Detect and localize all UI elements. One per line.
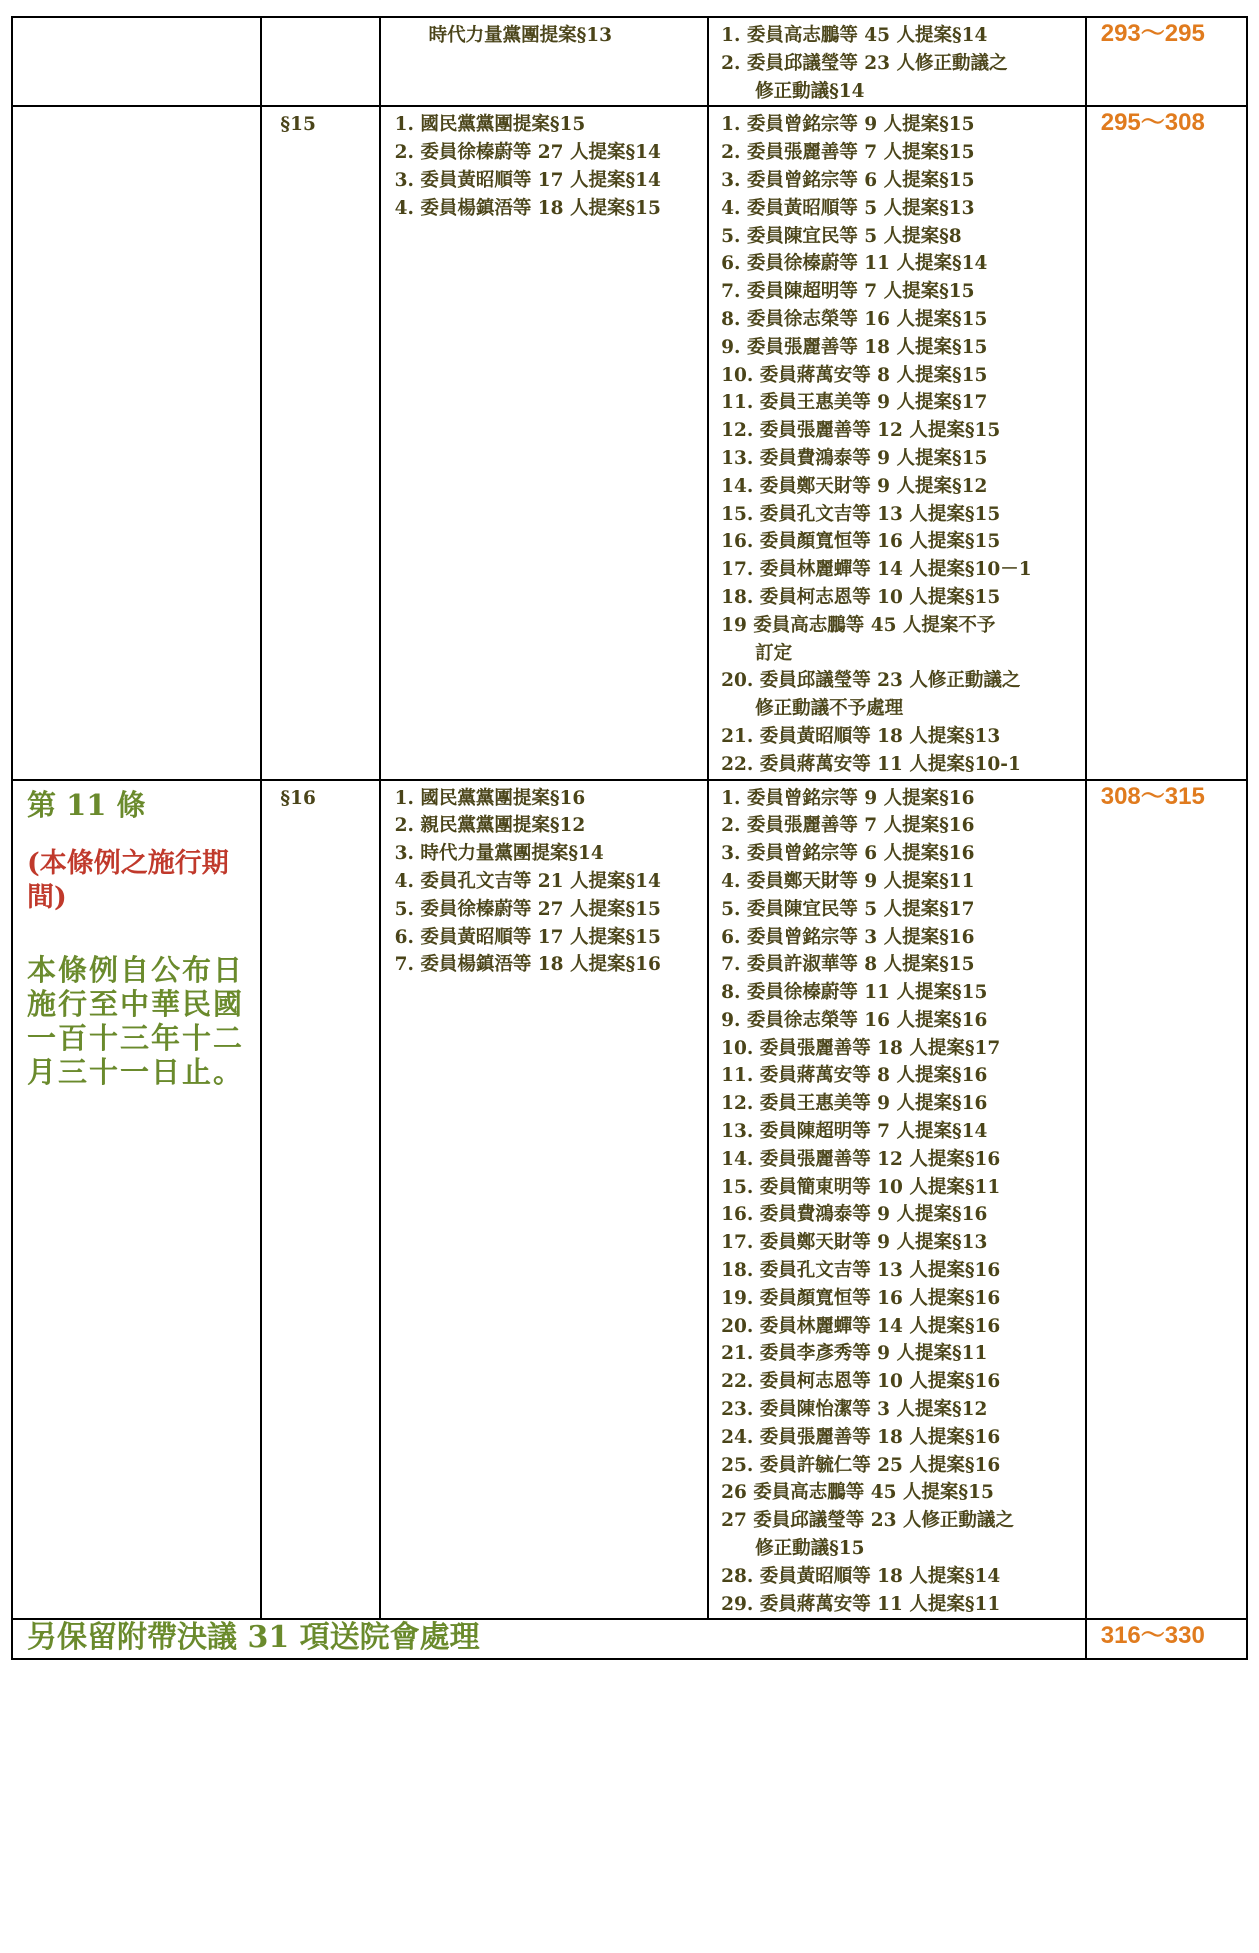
footer-row — [12, 1619, 1247, 1659]
section-label: §15 — [280, 114, 316, 136]
list-item: 7. 委員楊鎮浯等 18 人提案§16 — [394, 954, 661, 976]
list-item: 1. 委員曾銘宗等 9 人提案§15 — [721, 114, 975, 136]
page-range-cell — [1086, 1619, 1247, 1659]
member-proposal-list — [709, 107, 1085, 778]
list-item: 3. 委員曾銘宗等 6 人提案§15 — [721, 169, 975, 191]
list-item: 11. 委員蔣萬安等 8 人提案§16 — [721, 1065, 988, 1087]
list-item: 13. 委員陳超明等 7 人提案§14 — [721, 1121, 988, 1143]
list-item: 9. 委員徐志榮等 16 人提案§16 — [721, 1009, 988, 1031]
list-item: 修正動議不予處理 — [755, 698, 904, 720]
article-cell — [12, 17, 261, 106]
party-proposals-cell — [380, 17, 709, 106]
list-item: 3. 時代力量黨團提案§14 — [394, 843, 604, 865]
list-item: 訂定 — [755, 642, 793, 664]
list-item: 22. 委員柯志恩等 10 人提案§16 — [721, 1371, 1001, 1393]
article-cell — [12, 780, 261, 1620]
list-item: 23. 委員陳怡潔等 3 人提案§12 — [721, 1399, 988, 1421]
list-item: 21. 委員黃昭順等 18 人提案§13 — [721, 725, 1001, 747]
party-proposal-list — [381, 781, 708, 980]
list-item: 20. 委員林麗蟬等 14 人提案§16 — [721, 1315, 1001, 1337]
article-cell — [12, 106, 261, 779]
list-item: 16. 委員費鴻泰等 9 人提案§16 — [721, 1204, 988, 1226]
list-item: 12. 委員張麗善等 12 人提案§15 — [721, 420, 1001, 442]
list-item: 15. 委員孔文吉等 13 人提案§15 — [721, 503, 1001, 525]
member-proposals-cell — [708, 780, 1086, 1620]
list-item: 12. 委員王惠美等 9 人提案§16 — [721, 1093, 988, 1115]
list-item: 3. 委員黃昭順等 17 人提案§14 — [394, 169, 661, 191]
list-item: 10. 委員蔣萬安等 8 人提案§15 — [721, 364, 988, 386]
page-range: 316～330 — [1100, 1622, 1205, 1650]
list-item: 8. 委員徐榛蔚等 11 人提案§15 — [721, 982, 988, 1004]
list-item: 4. 委員孔文吉等 21 人提案§14 — [394, 870, 661, 892]
party-proposals-cell — [380, 780, 709, 1620]
proposal-table — [11, 16, 1248, 1660]
list-item: 18. 委員柯志恩等 10 人提案§15 — [721, 586, 1001, 608]
member-proposal-list — [709, 781, 1085, 1619]
page-range: 293～295 — [1100, 20, 1205, 47]
list-item: 9. 委員張麗善等 18 人提案§15 — [721, 336, 988, 358]
list-item: 7. 委員許淑華等 8 人提案§15 — [721, 954, 975, 976]
list-item: 5. 委員徐榛蔚等 27 人提案§15 — [394, 898, 661, 920]
list-item: 25. 委員許毓仁等 25 人提案§16 — [721, 1454, 1001, 1476]
list-item: 22. 委員蔣萬安等 11 人提案§10-1 — [721, 753, 1021, 775]
article-subtitle: (本條例之施行期間) — [27, 847, 229, 913]
member-proposals-cell — [708, 106, 1086, 779]
table-row — [12, 780, 1247, 1620]
list-item: 2. 親民黨黨團提案§12 — [394, 815, 586, 837]
list-item: 2. 委員邱議瑩等 23 人修正動議之 — [721, 52, 1008, 74]
party-proposal-list — [381, 107, 708, 222]
section-label: §16 — [280, 787, 316, 809]
page-range-cell — [1086, 17, 1247, 106]
table-row — [12, 106, 1247, 779]
list-item: 26 委員高志鵬等 45 人提案§15 — [721, 1482, 994, 1504]
list-item: 4. 委員楊鎮浯等 18 人提案§15 — [394, 197, 661, 219]
page-range-cell — [1086, 780, 1247, 1620]
list-item: 2. 委員徐榛蔚等 27 人提案§14 — [394, 142, 661, 164]
list-item: 1. 國民黨黨團提案§16 — [394, 787, 586, 809]
list-item: 1. 委員曾銘宗等 9 人提案§16 — [721, 787, 975, 809]
list-item: 14. 委員鄭天財等 9 人提案§12 — [721, 475, 988, 497]
member-proposals-cell — [708, 17, 1086, 106]
list-item: 2. 委員張麗善等 7 人提案§15 — [721, 142, 975, 164]
article-title: 第 11 條 — [27, 787, 146, 822]
footer-note-cell — [12, 1619, 1086, 1659]
list-item: 20. 委員邱議瑩等 23 人修正動議之 — [721, 670, 1021, 692]
footer-note: 另保留附帶決議 31 項送院會處理 — [27, 1620, 480, 1656]
list-item: 16. 委員顏寬恒等 16 人提案§15 — [721, 531, 1001, 553]
list-item: 修正動議§15 — [755, 1538, 865, 1560]
list-item: 14. 委員張麗善等 12 人提案§16 — [721, 1148, 1001, 1170]
list-item: 17. 委員林麗蟬等 14 人提案§10－1 — [721, 559, 1032, 581]
list-item: 21. 委員李彥秀等 9 人提案§11 — [721, 1343, 988, 1365]
list-item: 15. 委員簡東明等 10 人提案§11 — [721, 1176, 1001, 1198]
list-item: 13. 委員費鴻泰等 9 人提案§15 — [721, 447, 988, 469]
article-body: 本條例自公布日施行至中華民國一百十三年十二月三十一日止。 — [27, 952, 245, 1089]
member-proposal-list — [709, 18, 1085, 105]
list-item: 27 委員邱議瑩等 23 人修正動議之 — [721, 1510, 1014, 1532]
list-item: 17. 委員鄭天財等 9 人提案§13 — [721, 1232, 988, 1254]
list-item: 19. 委員顏寬恒等 16 人提案§16 — [721, 1287, 1001, 1309]
list-item: 6. 委員黃昭順等 17 人提案§15 — [394, 926, 661, 948]
list-item: 6. 委員曾銘宗等 3 人提案§16 — [721, 926, 975, 948]
list-item: 5. 委員陳宜民等 5 人提案§17 — [721, 898, 975, 920]
list-item: 7. 委員陳超明等 7 人提案§15 — [721, 281, 975, 303]
list-item: 4. 委員黃昭順等 5 人提案§13 — [721, 197, 975, 219]
list-item: 18. 委員孔文吉等 13 人提案§16 — [721, 1260, 1001, 1282]
list-item: 時代力量黨團提案§13 — [428, 25, 612, 46]
list-item: 11. 委員王惠美等 9 人提案§17 — [721, 392, 988, 414]
party-proposals-cell — [380, 106, 709, 779]
page-range: 295～308 — [1100, 109, 1205, 137]
list-item: 3. 委員曾銘宗等 6 人提案§16 — [721, 843, 975, 865]
list-item: 6. 委員徐榛蔚等 11 人提案§14 — [721, 253, 988, 275]
page-range: 308～315 — [1100, 782, 1205, 810]
list-item: 10. 委員張麗善等 18 人提案§17 — [721, 1037, 1001, 1059]
list-item: 5. 委員陳宜民等 5 人提案§8 — [721, 225, 962, 247]
section-cell — [261, 106, 379, 779]
list-item: 29. 委員蔣萬安等 11 人提案§11 — [721, 1593, 1001, 1615]
list-item: 8. 委員徐志榮等 16 人提案§15 — [721, 308, 988, 330]
party-proposal-list — [381, 18, 708, 50]
list-item: 修正動議§14 — [755, 80, 865, 102]
section-cell — [261, 17, 379, 106]
list-item: 2. 委員張麗善等 7 人提案§16 — [721, 815, 975, 837]
list-item: 28. 委員黃昭順等 18 人提案§14 — [721, 1565, 1001, 1587]
table-row — [12, 17, 1247, 106]
list-item: 1. 委員高志鵬等 45 人提案§14 — [721, 25, 988, 46]
list-item: 24. 委員張麗善等 18 人提案§16 — [721, 1426, 1001, 1448]
section-cell — [261, 780, 379, 1620]
list-item: 19 委員高志鵬等 45 人提案不予 — [721, 614, 996, 636]
list-item: 1. 國民黨黨團提案§15 — [394, 114, 586, 136]
list-item: 4. 委員鄭天財等 9 人提案§11 — [721, 870, 975, 892]
page-range-cell — [1086, 106, 1247, 779]
